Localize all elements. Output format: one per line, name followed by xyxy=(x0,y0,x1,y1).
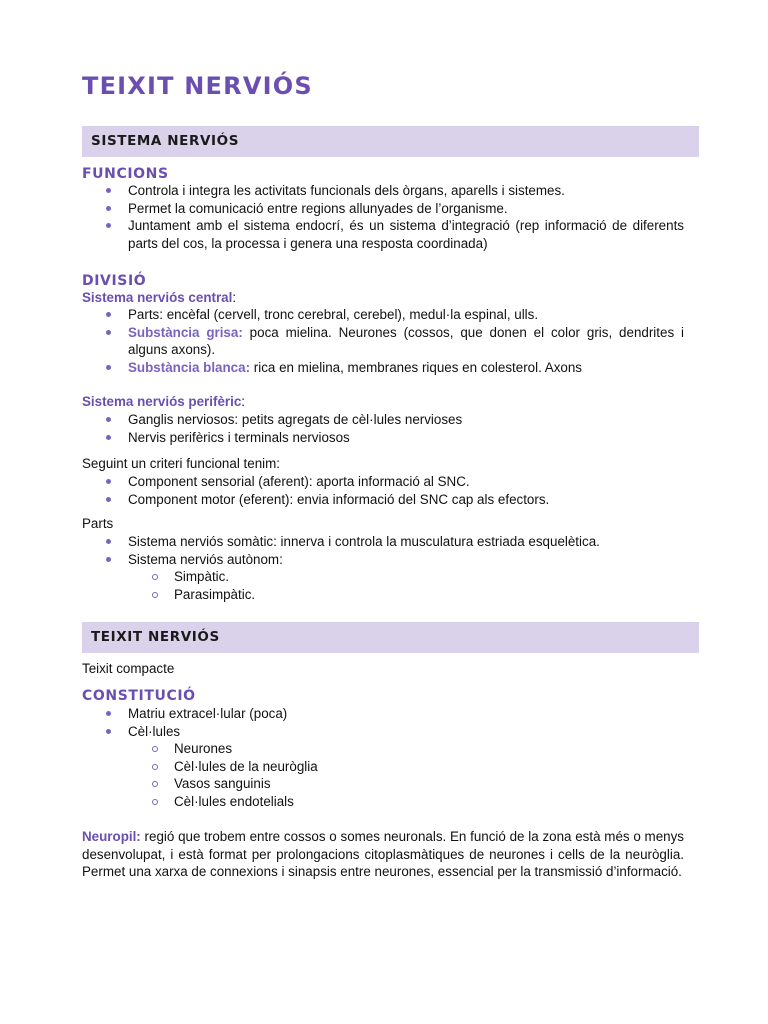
divisio-heading: DIVISIÓ xyxy=(82,273,147,289)
list-item: Neurones xyxy=(150,740,550,758)
substancia-grisa-label: Substància grisa: xyxy=(128,324,243,340)
list-item: Simpàtic. xyxy=(150,568,550,586)
central-label-line xyxy=(82,290,236,305)
list-item: Component motor (eferent): envia informació del SNC cap als efectors. xyxy=(104,491,684,509)
list-item: Parasimpàtic. xyxy=(150,586,550,604)
list-item: Ganglis nerviosos: petits agregats de cèl·lules nervioses xyxy=(104,411,684,429)
list-item: Vasos sanguinis xyxy=(150,775,550,793)
parts-intro: Parts xyxy=(82,516,114,531)
funcions-heading: FUNCIONS xyxy=(82,166,169,182)
item-text: rica en mielina, membranes riques en colesterol. Axons xyxy=(250,359,582,375)
neuropil-text: regió que trobem entre cossos o somes neuronals. En funció de la zona està més o menys desenvolupat, i està format per prolongacions citoplasmàtiques de neurones i cells de la neuròglia. Permet una xarxa de connexions i sinapsis entre neurones, essencial per la transmissió d’informació. xyxy=(82,829,684,880)
list-item: Sistema nerviós somàtic: innerva i controla la musculatura estriada esquelètica. xyxy=(104,533,684,551)
constitucio-heading: CONSTITUCIÓ xyxy=(82,688,196,704)
neuropil-label: Neuropil: xyxy=(82,829,141,844)
section-header-teixit-nervios: TEIXIT NERVIÓS xyxy=(82,622,699,653)
item-text: Parts: encèfal (cervell, tronc cerebral, cerebel), medul·la espinal, ulls. xyxy=(128,307,539,322)
teixit-intro: Teixit compacte xyxy=(82,661,175,676)
list-item: Nervis perifèrics i terminals nerviosos xyxy=(104,429,684,447)
periferic-list xyxy=(104,411,684,446)
list-item: Juntament amb el sistema endocrí, és un sistema d’integració (rep informació de diferents parts del cos, la processa i genera una resposta coordinada) xyxy=(104,217,684,252)
section-header-sistema-nervios: SISTEMA NERVIÓS xyxy=(82,126,699,157)
list-item xyxy=(104,359,684,377)
list-item: Cèl·lules xyxy=(104,723,684,741)
cells-list xyxy=(150,740,550,810)
list-item xyxy=(104,324,684,359)
periferic-label-line xyxy=(82,394,245,409)
funcions-list xyxy=(104,182,684,252)
funcional-intro: Seguint un criteri funcional tenim: xyxy=(82,456,280,471)
list-item: Matriu extracel·lular (poca) xyxy=(104,705,684,723)
periferic-label: Sistema nerviós perifèric xyxy=(82,394,242,409)
list-item: Component sensorial (aferent): aporta informació al SNC. xyxy=(104,473,684,491)
periferic-colon: : xyxy=(241,394,246,409)
list-item: Sistema nerviós autònom: xyxy=(104,551,684,569)
central-label: Sistema nerviós central xyxy=(82,290,233,305)
page-title: TEIXIT NERVIÓS xyxy=(82,72,313,100)
list-item xyxy=(104,306,684,324)
substancia-blanca-label: Substància blanca: xyxy=(128,359,251,375)
list-item: Cèl·lules de la neuròglia xyxy=(150,758,550,776)
central-colon: : xyxy=(232,290,237,305)
parts-list xyxy=(104,533,684,568)
neuropil-paragraph xyxy=(82,828,684,881)
constitucio-list xyxy=(104,705,684,740)
autonom-list xyxy=(150,568,550,603)
item-text: poca mielina. Neurones (cossos, que donen el color gris, dendrites i alguns axons). xyxy=(128,324,685,358)
list-item: Permet la comunicació entre regions allunyades de l’organisme. xyxy=(104,200,684,218)
funcional-list xyxy=(104,473,684,508)
list-item: Controla i integra les activitats funcionals dels òrgans, aparells i sistemes. xyxy=(104,182,684,200)
central-list xyxy=(104,306,684,376)
list-item: Cèl·lules endotelials xyxy=(150,793,550,811)
